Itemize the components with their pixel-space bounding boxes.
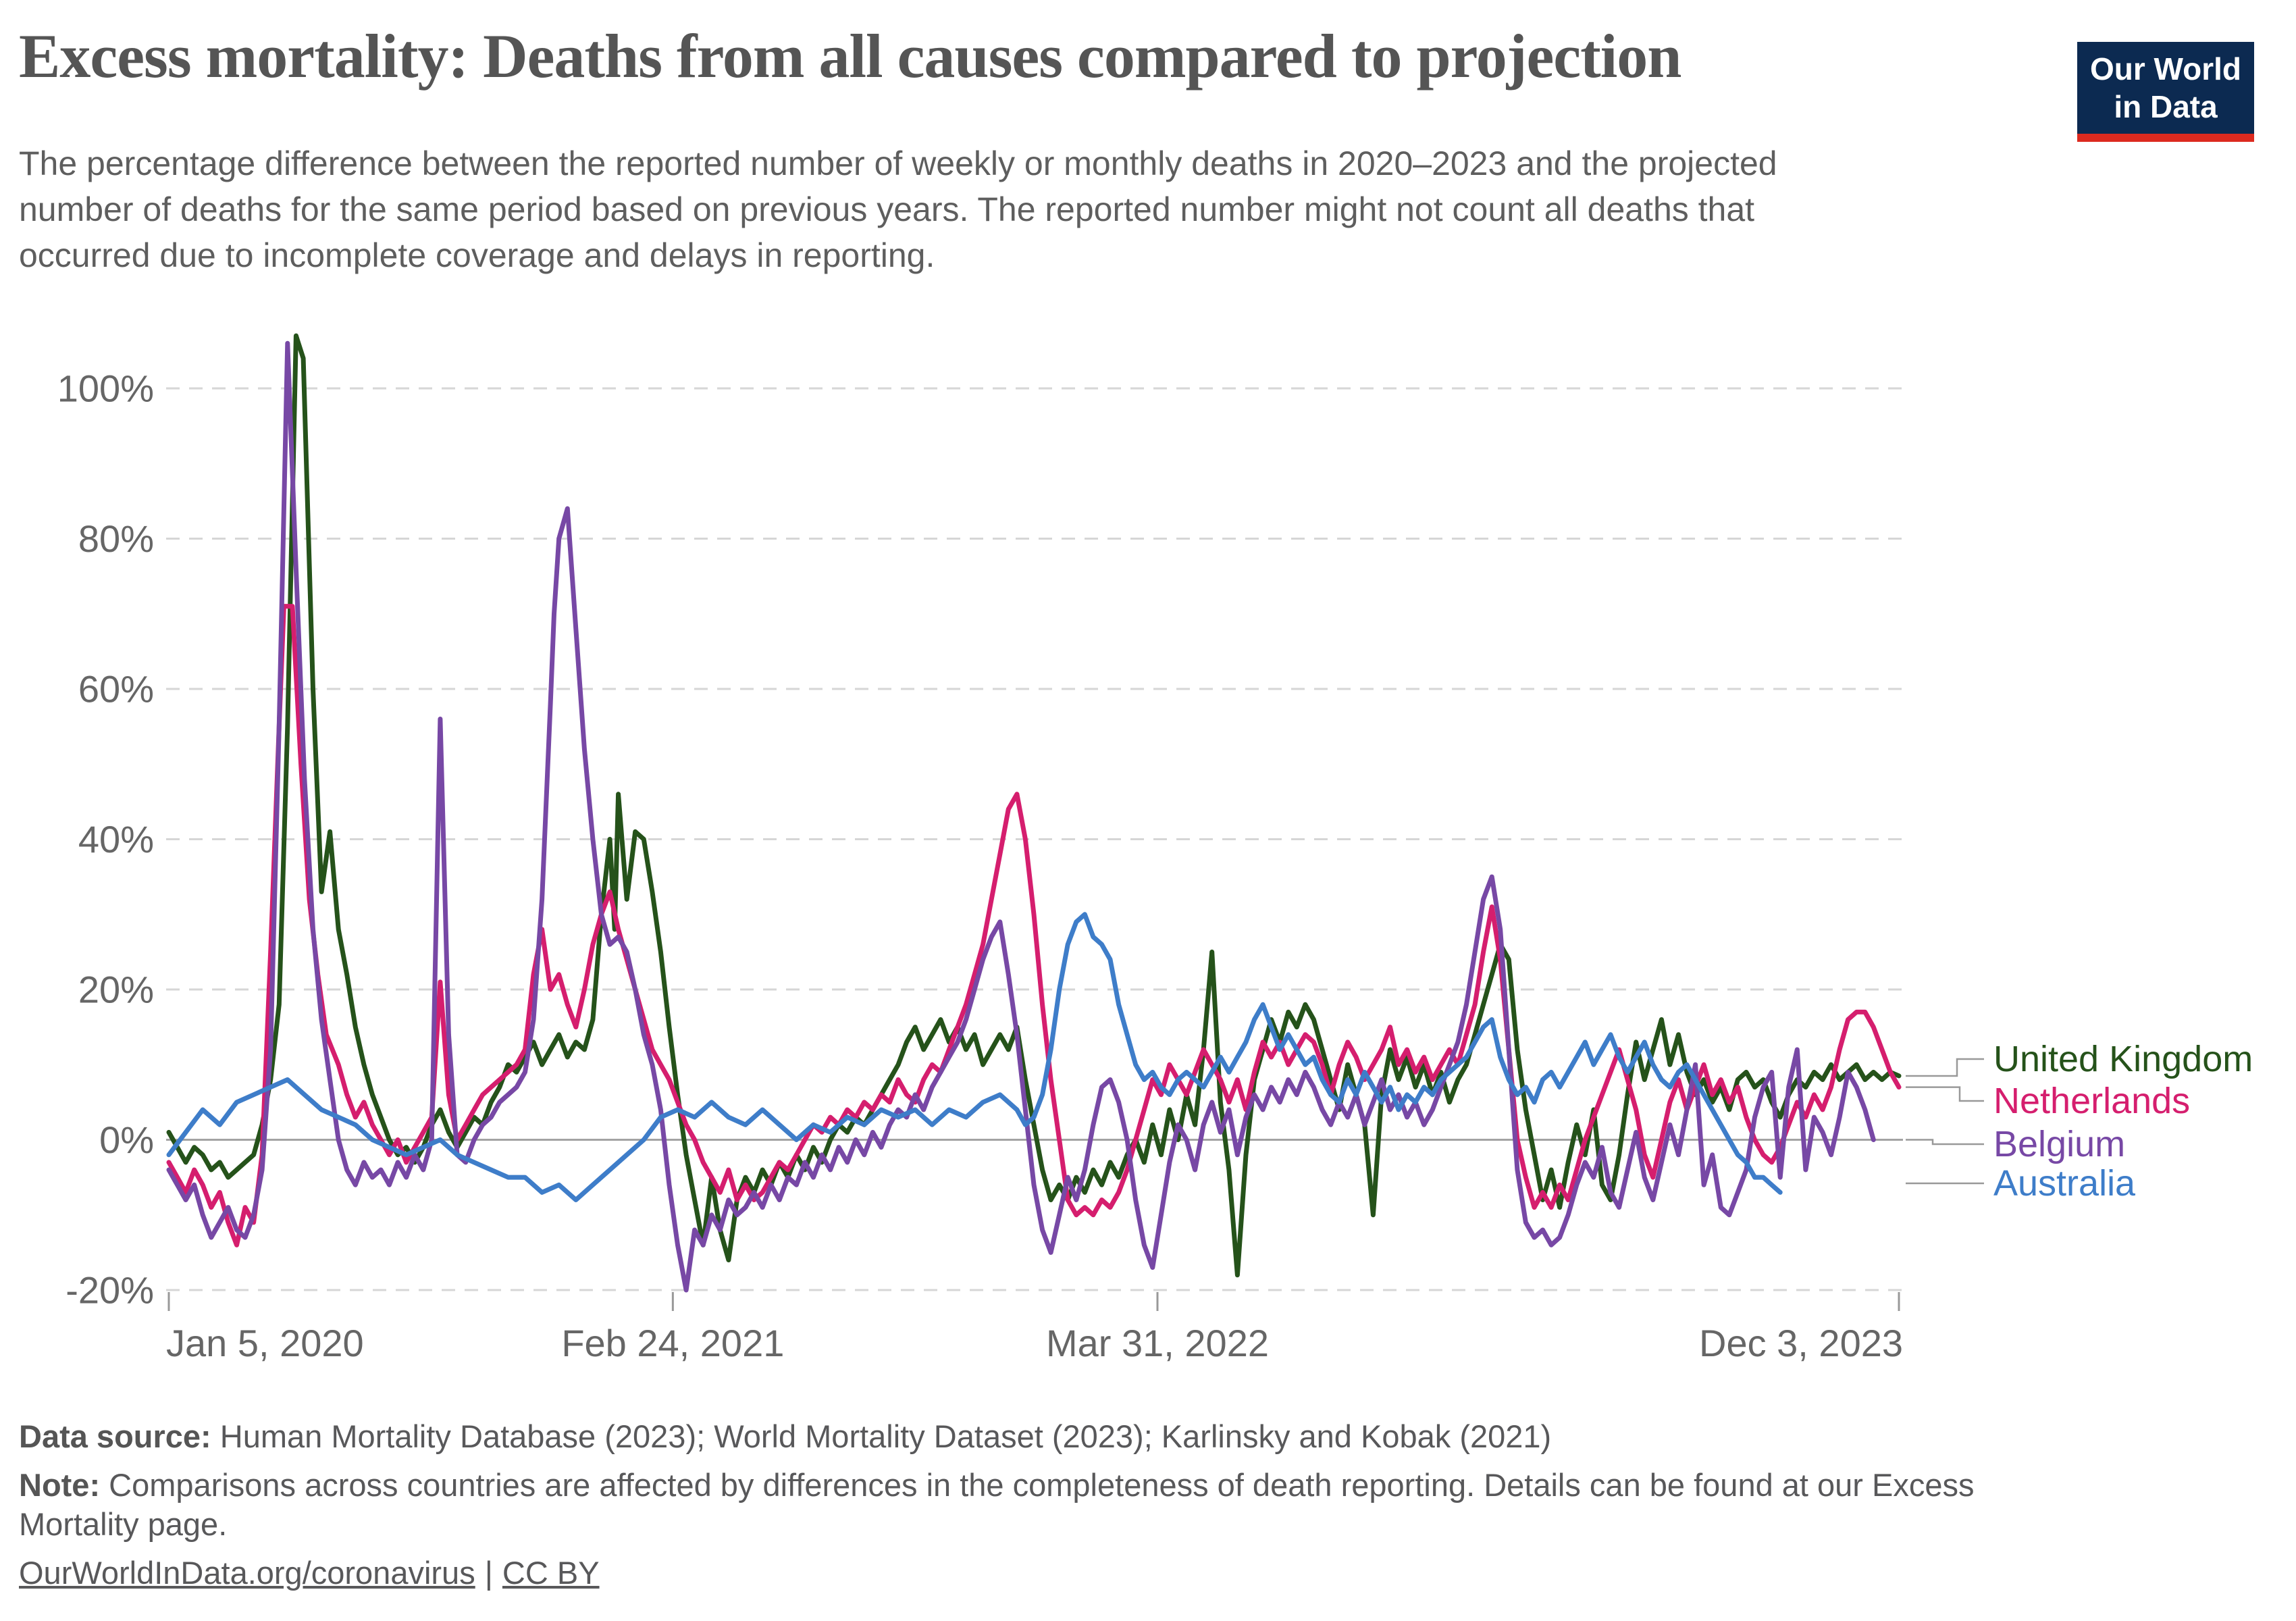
legend-item-netherlands[interactable] (1993, 1079, 2190, 1123)
x-axis-tick-label: Dec 3, 2023 (1699, 1322, 1903, 1364)
legend-connector-belgium (1906, 1140, 1984, 1145)
x-axis-tick-label: Jan 5, 2020 (166, 1322, 364, 1364)
chart-footer (19, 1417, 2220, 1602)
note-line-2 (19, 1505, 2220, 1544)
y-axis-tick-label: 0% (99, 1118, 154, 1162)
link-separator: | (484, 1555, 493, 1591)
data-source-line (19, 1417, 2220, 1456)
y-axis-tick-label: 20% (78, 968, 154, 1011)
legend-connector-netherlands (1906, 1087, 1984, 1101)
attribution-line (19, 1553, 2220, 1593)
y-axis-tick-label: 100% (57, 367, 154, 410)
x-axis-tick-label: Mar 31, 2022 (1046, 1322, 1269, 1364)
page-title: Excess mortality: Deaths from all causes compared to projection (19, 22, 1681, 91)
legend-connector-united-kingdom (1906, 1059, 1984, 1076)
logo-text-line1: Our World (2089, 51, 2242, 86)
data-source-text: Human Mortality Database (2023); World Mortality Dataset (2023); Karlinsky and Kobak (2021) (219, 1418, 1552, 1454)
note-label: Note: (19, 1467, 101, 1503)
note-line (19, 1466, 2220, 1505)
subtitle-line: occurred due to incomplete coverage and delays in reporting. (19, 236, 935, 274)
legend-label: Netherlands (1993, 1081, 2191, 1121)
subtitle-line: The percentage difference between the reported number of weekly or monthly deaths in 2020–2023 and the projected (19, 145, 1777, 182)
y-axis-tick-label: 60% (78, 667, 154, 711)
legend-item-australia[interactable] (1993, 1162, 2135, 1205)
y-axis-tick-label: -20% (66, 1268, 154, 1312)
note-text-line1: Comparisons across countries are affected by differences in the completeness of death reporting. Details can be found at our Excess (109, 1467, 1975, 1503)
owid-url-link[interactable]: OurWorldInData.org/coronavirus (19, 1555, 475, 1591)
cc-by-link[interactable]: CC BY (502, 1555, 600, 1591)
y-axis-tick-label: 40% (78, 818, 154, 861)
x-axis-tick-label: Feb 24, 2021 (561, 1322, 785, 1364)
logo-text-line2: in Data (2114, 89, 2218, 124)
y-axis-tick-label: 80% (78, 517, 154, 561)
subtitle-line: number of deaths for the same period based on previous years. The reported number might not count all deaths that (19, 190, 1755, 228)
legend-label: Australia (1993, 1163, 2136, 1204)
data-source-label: Data source: (19, 1418, 211, 1454)
legend-label: Belgium (1993, 1124, 2126, 1164)
legend-item-united-kingdom[interactable] (1993, 1037, 2253, 1081)
note-text-line2: Mortality page. (19, 1506, 228, 1542)
legend-label: United Kingdom (1993, 1039, 2253, 1079)
legend-item-belgium[interactable] (1993, 1123, 2125, 1166)
